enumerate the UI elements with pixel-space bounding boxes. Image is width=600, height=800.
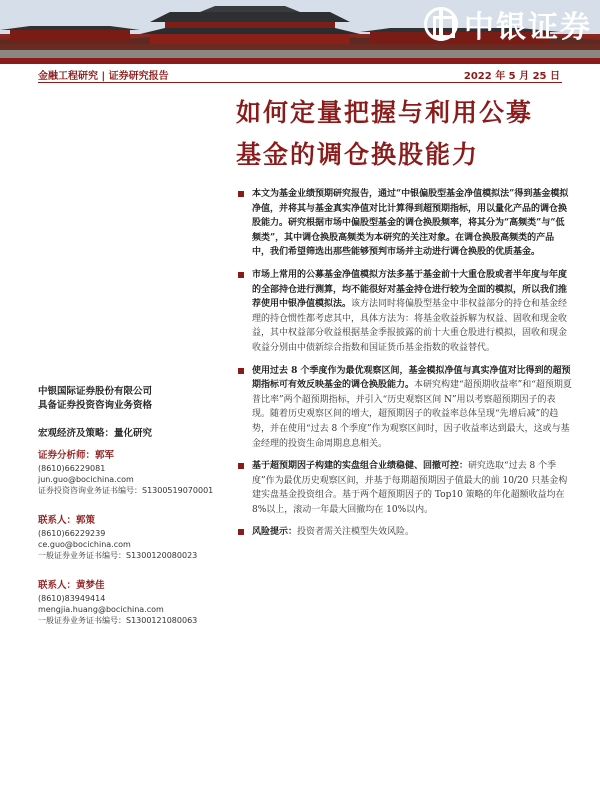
report-date: 2022 年 5 月 25 日	[463, 71, 560, 82]
summary-section	[238, 187, 572, 548]
contact-sidebar	[38, 385, 228, 626]
analyst-email[interactable]: mengjia.huang@bocichina.com	[38, 605, 164, 614]
company-qualification: 具备证券投资咨询业务资格	[38, 400, 153, 411]
report-title	[236, 92, 576, 176]
summary-bullet: 使用过去 8 个季度作为最优观察区间，基金模拟净值与真实净值对比得到的超预期指标可有效反映基金的调仓换股能力。本研究构建“超预期收益率”和“超预期夏普比率”两个超预期指标，并引入“历史观察区间 N”用以考察超预期因子的表现。随着历史观察区间的增大，超预期因子的收益率总体呈现“先增后减”的趋势，并在使用“过去 8 个季度”作为观察区间时，因子收益率达到最大，这或与基金经理的投资生命周期息息相关。	[238, 364, 572, 452]
analyst-name: 联系人：郭策	[38, 515, 96, 526]
analyst-phone: (8610)66229239	[38, 529, 106, 538]
brand-name: 中银证券	[464, 10, 592, 45]
analyst-name: 联系人：黄梦佳	[38, 580, 105, 591]
analyst-phone: (8610)83949414	[38, 594, 106, 603]
company-name: 中银国际证券股份有限公司	[38, 386, 153, 397]
analyst-card	[38, 579, 228, 626]
analyst-card	[38, 449, 228, 496]
title-line-1: 如何定量把握与利用公募	[236, 98, 534, 127]
report-type: 金融工程研究 | 证券研究报告	[38, 71, 169, 82]
analyst-card	[38, 514, 228, 561]
risk-warning: 风险提示：投资者需关注模型失效风险。	[238, 525, 572, 540]
divider	[38, 82, 562, 83]
analyst-name: 证券分析师：郭军	[38, 450, 115, 461]
summary-bullet: 本文为基金业绩预期研究报告，通过“中银偏股型基金净值模拟法”得到基金模拟净值，并将其与基金真实净值对比计算得到超预期指标，用以量化产品的调仓换股能力。研究根据市场中偏股型基金的调仓换股频率，将其分为“高频类”与“低频类”，其中调仓换股高频类为本研究的关注对象。在调仓换股高频类的产品中，我们希望筛选出那些能够预判市场并主动进行调仓换股的优质基金。	[238, 187, 572, 260]
title-line-2: 基金的调仓换股能力	[236, 140, 480, 169]
summary-bullet: 市场上常用的公募基金净值模拟方法多基于基金前十大重仓股或者半年度与年度的全部持仓进行测算，均不能很好对基金持仓进行较为全面的模拟，所以我们推荐使用中银净值模拟法。该方法同时将偏股型基金中非权益部分的持仓和基金经理的持仓惯性都考虑其中，具体方法为：将基金收益拆解为权益、固收和现金收益，其中权益部分收益根据基金季报披露的前十大重仓股进行模拟，固收和现金收益分别由中债新综合指数和国证货币基金指数的收益替代。	[238, 268, 572, 356]
analyst-email[interactable]: ce.guo@bocichina.com	[38, 540, 131, 549]
header-banner	[0, 0, 600, 58]
boc-logo-icon	[424, 7, 458, 41]
analyst-email[interactable]: jun.guo@bocichina.com	[38, 475, 134, 484]
summary-bullet: 基于超预期因子构建的实盘组合业绩稳健、回撤可控：研究选取“过去 8 个季度”作为最优历史观察区间，并基于每期超预期因子值最大的前 10/20 只基金构建实盘基金投资组合。基于两个超预期因子的 Top10 策略的年化超额收益均在 8%以上，滚动一年最大回撤均在 10%以内。	[238, 459, 572, 517]
research-category: 宏观经济及策略：量化研究	[38, 428, 153, 439]
analyst-license: 证券投资咨询业务证书编号：S1300519070001	[38, 486, 214, 495]
analyst-license: 一般证券业务证书编号：S1300121080063	[38, 616, 198, 625]
header-rule	[0, 58, 600, 64]
analyst-phone: (8610)66229081	[38, 464, 106, 473]
analyst-license: 一般证券业务证书编号：S1300120080023	[38, 551, 198, 560]
brand-logo	[424, 2, 592, 46]
